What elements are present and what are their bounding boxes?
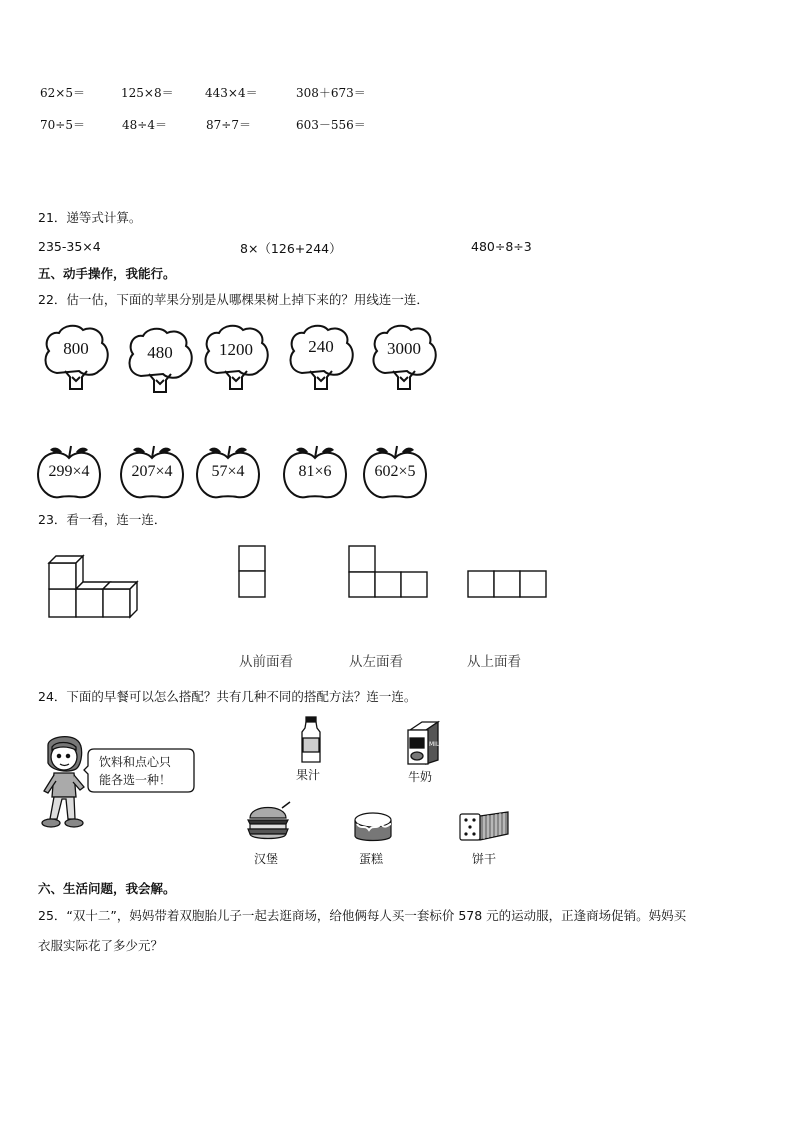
apple[interactable] bbox=[282, 444, 348, 500]
tree[interactable] bbox=[369, 325, 439, 393]
section-6-heading: 六、生活问题，我会解。 bbox=[38, 881, 176, 896]
calc-item: 87÷7＝ bbox=[206, 118, 251, 132]
tree[interactable] bbox=[125, 328, 195, 396]
apple-label: 81×6 bbox=[298, 463, 332, 480]
speech-line-1: 饮料和点心只 bbox=[99, 755, 172, 769]
view-figure-l-shape[interactable] bbox=[348, 545, 430, 599]
cake-label: 蛋糕 bbox=[359, 852, 384, 866]
tree-label: 1200 bbox=[219, 340, 253, 359]
milk-label: 牛奶 bbox=[408, 770, 433, 784]
tree[interactable] bbox=[201, 325, 271, 393]
apple-label: 57×4 bbox=[211, 463, 245, 480]
view-figure-three-row[interactable] bbox=[467, 570, 549, 600]
cube-stack-figure[interactable] bbox=[46, 555, 138, 619]
calc-item: 125×8＝ bbox=[121, 86, 174, 100]
calc-item: 70÷5＝ bbox=[40, 118, 85, 132]
question-25-line-1: 25．“双十二”，妈妈带着双胞胎儿子一起去逛商场，给他俩每人买一套标价 578 元的运动服，正逢商场促销。妈妈买 bbox=[38, 908, 687, 923]
milk-carton-icon bbox=[402, 720, 446, 766]
q21-item-1: 235-35×4 bbox=[38, 239, 101, 254]
juice-item[interactable] bbox=[292, 716, 332, 784]
question-21-title: 21．递等式计算。 bbox=[38, 210, 142, 225]
question-25-line-2: 衣服实际花了多少元？ bbox=[38, 938, 164, 953]
cake-icon bbox=[351, 810, 395, 844]
calc-item: 603－556＝ bbox=[296, 118, 366, 132]
cake-item[interactable] bbox=[351, 810, 395, 868]
tree-label: 800 bbox=[63, 339, 89, 358]
caption-left-view: 从左面看 bbox=[349, 654, 403, 670]
juice-label: 果汁 bbox=[296, 768, 321, 782]
apple-label: 207×4 bbox=[131, 463, 173, 480]
burger-item[interactable] bbox=[244, 800, 292, 868]
speech-line-2: 能各选一种！ bbox=[99, 773, 172, 787]
apple[interactable] bbox=[36, 444, 102, 500]
biscuit-label: 饼干 bbox=[472, 852, 497, 866]
tree-icon bbox=[286, 325, 356, 393]
tree-label: 480 bbox=[147, 343, 173, 362]
tree[interactable] bbox=[286, 325, 356, 393]
biscuit-item[interactable] bbox=[456, 808, 514, 870]
question-22-title: 22．估一估，下面的苹果分别是从哪棵果树上掉下来的？用线连一连． bbox=[38, 292, 429, 307]
caption-top-view: 从上面看 bbox=[467, 654, 521, 670]
tree-icon bbox=[369, 325, 439, 393]
question-24-title: 24．下面的早餐可以怎么搭配？共有几种不同的搭配方法？连一连。 bbox=[38, 689, 417, 704]
question-23-title: 23．看一看，连一连． bbox=[38, 512, 167, 527]
calc-item: 308＋673＝ bbox=[296, 86, 366, 100]
biscuit-icon bbox=[456, 808, 514, 846]
view-figure-two-stack[interactable] bbox=[238, 545, 268, 599]
apple-label: 299×4 bbox=[48, 463, 90, 480]
burger-icon bbox=[244, 800, 292, 844]
juice-bottle-icon bbox=[292, 716, 332, 764]
q21-item-2: 8×（126+244） bbox=[240, 241, 342, 256]
caption-front-view: 从前面看 bbox=[239, 654, 293, 670]
apple[interactable] bbox=[119, 444, 185, 500]
burger-label: 汉堡 bbox=[254, 852, 279, 866]
calc-item: 443×4＝ bbox=[205, 86, 258, 100]
milk-box-label: MILK bbox=[429, 741, 444, 748]
apple[interactable] bbox=[195, 444, 261, 500]
calc-item: 48÷4＝ bbox=[122, 118, 167, 132]
tree-icon bbox=[41, 325, 111, 393]
q21-item-3: 480÷8÷3 bbox=[471, 239, 532, 254]
calc-item: 62×5＝ bbox=[40, 86, 85, 100]
tree-label: 3000 bbox=[387, 339, 421, 358]
tree[interactable] bbox=[41, 325, 111, 393]
tree-label: 240 bbox=[308, 337, 334, 356]
apple[interactable] bbox=[362, 444, 428, 500]
apple-label: 602×5 bbox=[374, 463, 416, 480]
milk-item[interactable] bbox=[402, 720, 446, 784]
section-5-heading: 五、动手操作，我能行。 bbox=[38, 266, 176, 281]
